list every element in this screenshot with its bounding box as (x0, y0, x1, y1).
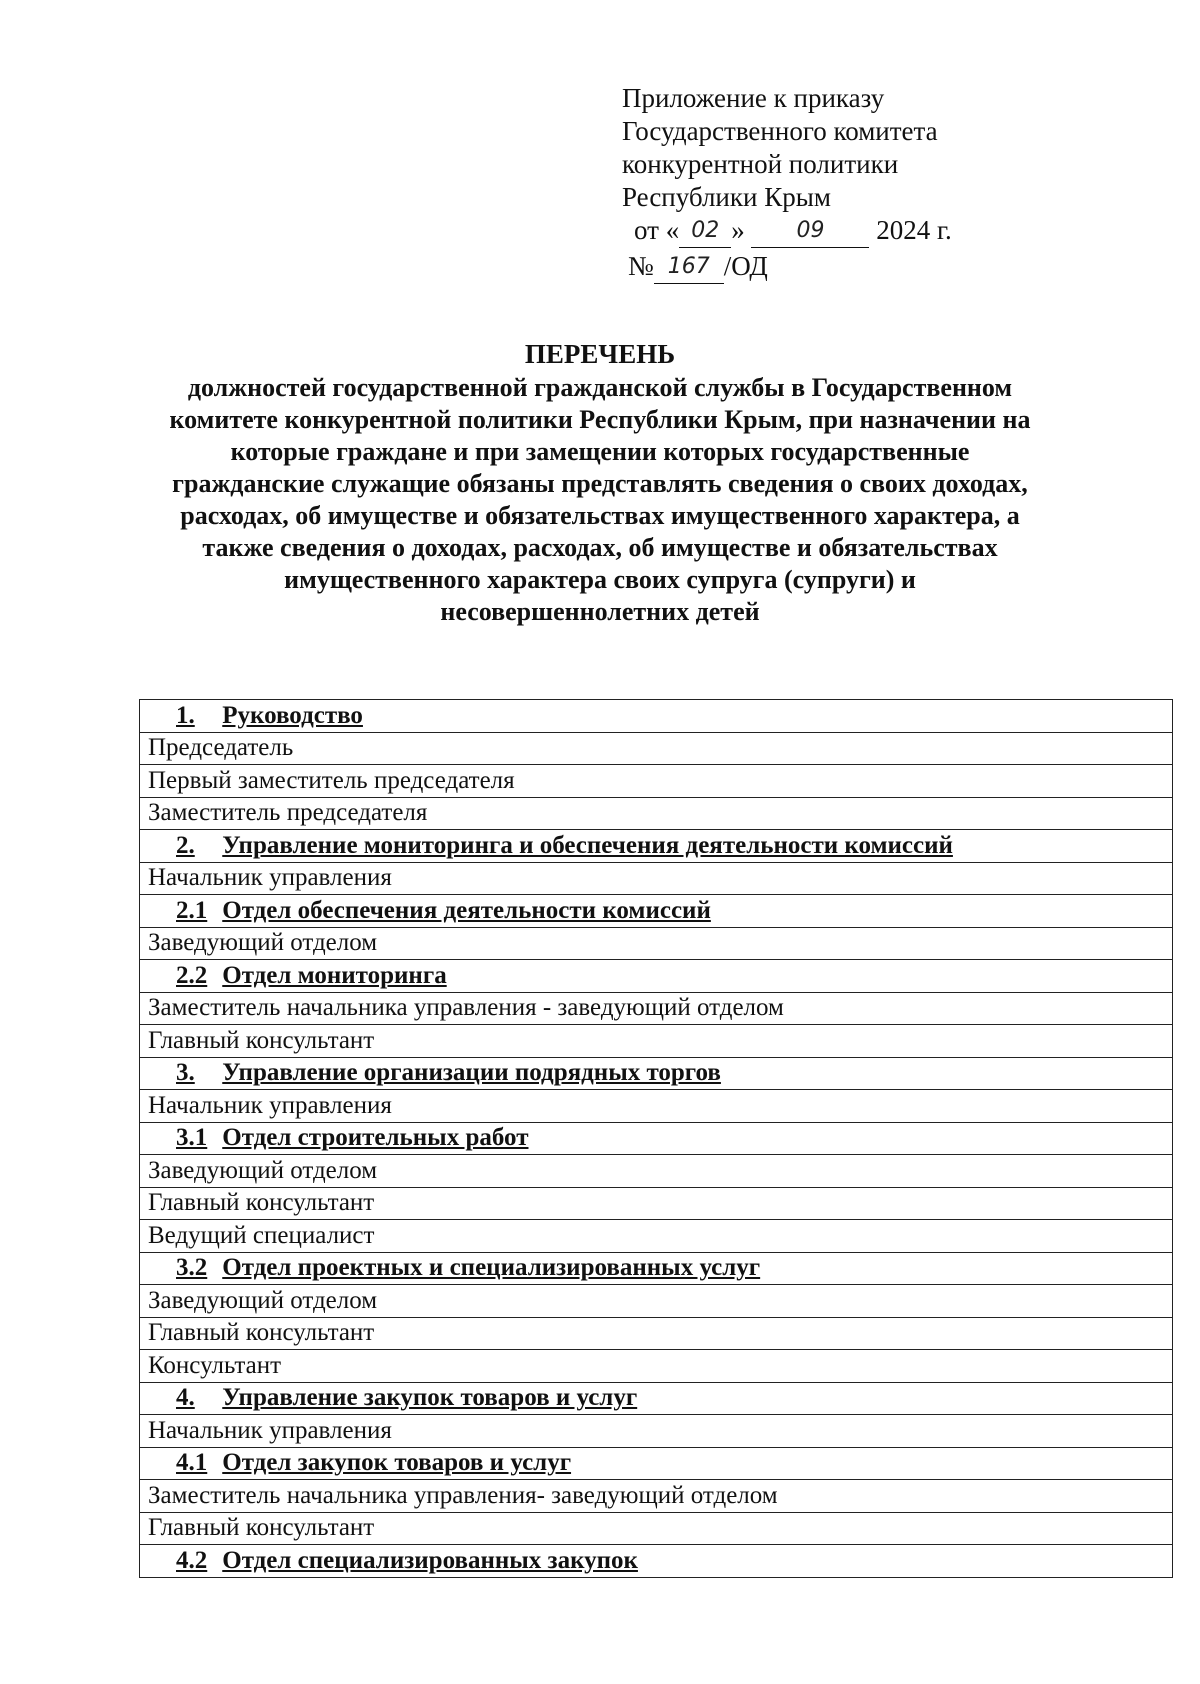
title-line: расходах, об имуществе и обязательствах имущественного характера, а (180, 501, 1020, 530)
title-main: ПЕРЕЧЕНЬ (524, 339, 676, 369)
position-title: Заместитель председателя (140, 797, 1173, 830)
date-day-handwritten: 02 (679, 214, 731, 248)
section-number: 2. (176, 831, 195, 859)
section-number: 2.2 (176, 961, 208, 989)
position-title: Председатель (140, 732, 1173, 765)
section-number: 4.1 (176, 1449, 208, 1477)
date-year: 2024 г. (876, 215, 952, 245)
position-title: Заместитель начальника управления- заведующий отделом (140, 1480, 1173, 1513)
position-title: Консультант (140, 1350, 1173, 1383)
appendix-date-line (622, 214, 952, 250)
section-header-cell (140, 895, 1173, 928)
title-line: которые граждане и при замещении которых государственные (230, 437, 970, 466)
section-title: Отдел обеспечения деятельности комиссий (222, 896, 711, 924)
position-row (140, 1317, 1173, 1350)
section-number: 2.1 (176, 896, 208, 924)
position-row (140, 1285, 1173, 1318)
number-prefix: № (628, 251, 654, 281)
section-number: 4. (176, 1384, 195, 1412)
position-row (140, 1480, 1173, 1513)
date-month-handwritten: 09 (751, 214, 869, 248)
section-header-row (140, 1447, 1173, 1480)
title-line: несовершеннолетних детей (440, 597, 760, 626)
section-header-row (140, 895, 1173, 928)
section-header-cell (140, 1382, 1173, 1415)
position-title: Главный консультант (140, 1317, 1173, 1350)
section-header-cell (140, 1252, 1173, 1285)
section-number: 3.1 (176, 1124, 208, 1152)
section-title: Отдел закупок товаров и услуг (222, 1449, 572, 1477)
appendix-line-1: Приложение к приказу (622, 83, 885, 113)
position-row (140, 1415, 1173, 1448)
section-header-row (140, 1252, 1173, 1285)
section-header-cell (140, 1057, 1173, 1090)
appendix-line-3: конкурентной политики (622, 149, 899, 179)
position-row (140, 1350, 1173, 1383)
section-number: 1. (176, 701, 195, 729)
position-title: Главный консультант (140, 1025, 1173, 1058)
positions-table (139, 699, 1173, 1578)
position-row (140, 1220, 1173, 1253)
position-title: Начальник управления (140, 1090, 1173, 1123)
appendix-block (622, 82, 952, 286)
appendix-number-line (622, 250, 952, 286)
section-header-row (140, 1122, 1173, 1155)
position-row (140, 1025, 1173, 1058)
section-title: Отдел мониторинга (222, 961, 447, 989)
position-row (140, 862, 1173, 895)
section-number: 4.2 (176, 1546, 208, 1574)
position-row (140, 1512, 1173, 1545)
position-row (140, 765, 1173, 798)
section-number: 3. (176, 1059, 195, 1087)
section-header-cell (140, 1545, 1173, 1578)
appendix-line-4: Республики Крым (622, 182, 831, 212)
section-header-row (140, 1382, 1173, 1415)
section-title: Управление мониторинга и обеспечения деятельности комиссий (222, 831, 953, 859)
section-header-cell (140, 830, 1173, 863)
position-title: Заведующий отделом (140, 927, 1173, 960)
section-title: Руководство (222, 701, 363, 729)
section-title: Управление закупок товаров и услуг (222, 1384, 638, 1412)
section-header-cell (140, 1122, 1173, 1155)
section-title: Управление организации подрядных торгов (222, 1059, 721, 1087)
position-title: Начальник управления (140, 862, 1173, 895)
position-row (140, 1155, 1173, 1188)
position-title: Ведущий специалист (140, 1220, 1173, 1253)
position-title: Главный консультант (140, 1187, 1173, 1220)
position-row (140, 927, 1173, 960)
position-row (140, 1187, 1173, 1220)
appendix-line-2: Государственного комитета (622, 116, 938, 146)
section-header-row (140, 830, 1173, 863)
position-row (140, 797, 1173, 830)
section-header-cell (140, 700, 1173, 733)
date-mid: » (731, 215, 745, 245)
title-line: должностей государственной гражданской службы в Государственном (187, 373, 1013, 402)
section-header-row (140, 700, 1173, 733)
position-row (140, 992, 1173, 1025)
document-title (60, 338, 1140, 628)
section-header-row (140, 1057, 1173, 1090)
date-prefix: от « (634, 215, 680, 245)
position-title: Заместитель начальника управления - заведующий отделом (140, 992, 1173, 1025)
title-line: также сведения о доходах, расходах, об имуществе и обязательствах (202, 533, 998, 562)
position-title: Заведующий отделом (140, 1155, 1173, 1188)
number-suffix: /ОД (723, 251, 768, 281)
number-handwritten: 167 (654, 250, 724, 284)
section-header-row (140, 1545, 1173, 1578)
position-row (140, 732, 1173, 765)
positions-table-body (140, 700, 1173, 1578)
title-line: имущественного характера своих супруга (супруги) и (284, 565, 916, 594)
section-header-row (140, 960, 1173, 993)
position-row (140, 1090, 1173, 1123)
position-title: Заведующий отделом (140, 1285, 1173, 1318)
section-title: Отдел специализированных закупок (222, 1546, 638, 1574)
title-line: гражданские служащие обязаны представлять сведения о своих доходах, (172, 469, 1028, 498)
position-title: Главный консультант (140, 1512, 1173, 1545)
section-header-cell (140, 960, 1173, 993)
position-title: Начальник управления (140, 1415, 1173, 1448)
position-title: Первый заместитель председателя (140, 765, 1173, 798)
section-title: Отдел проектных и специализированных услуг (222, 1254, 761, 1282)
section-header-cell (140, 1447, 1173, 1480)
title-line: комитете конкурентной политики Республики Крым, при назначении на (169, 405, 1031, 434)
section-number: 3.2 (176, 1254, 208, 1282)
section-title: Отдел строительных работ (222, 1124, 529, 1152)
